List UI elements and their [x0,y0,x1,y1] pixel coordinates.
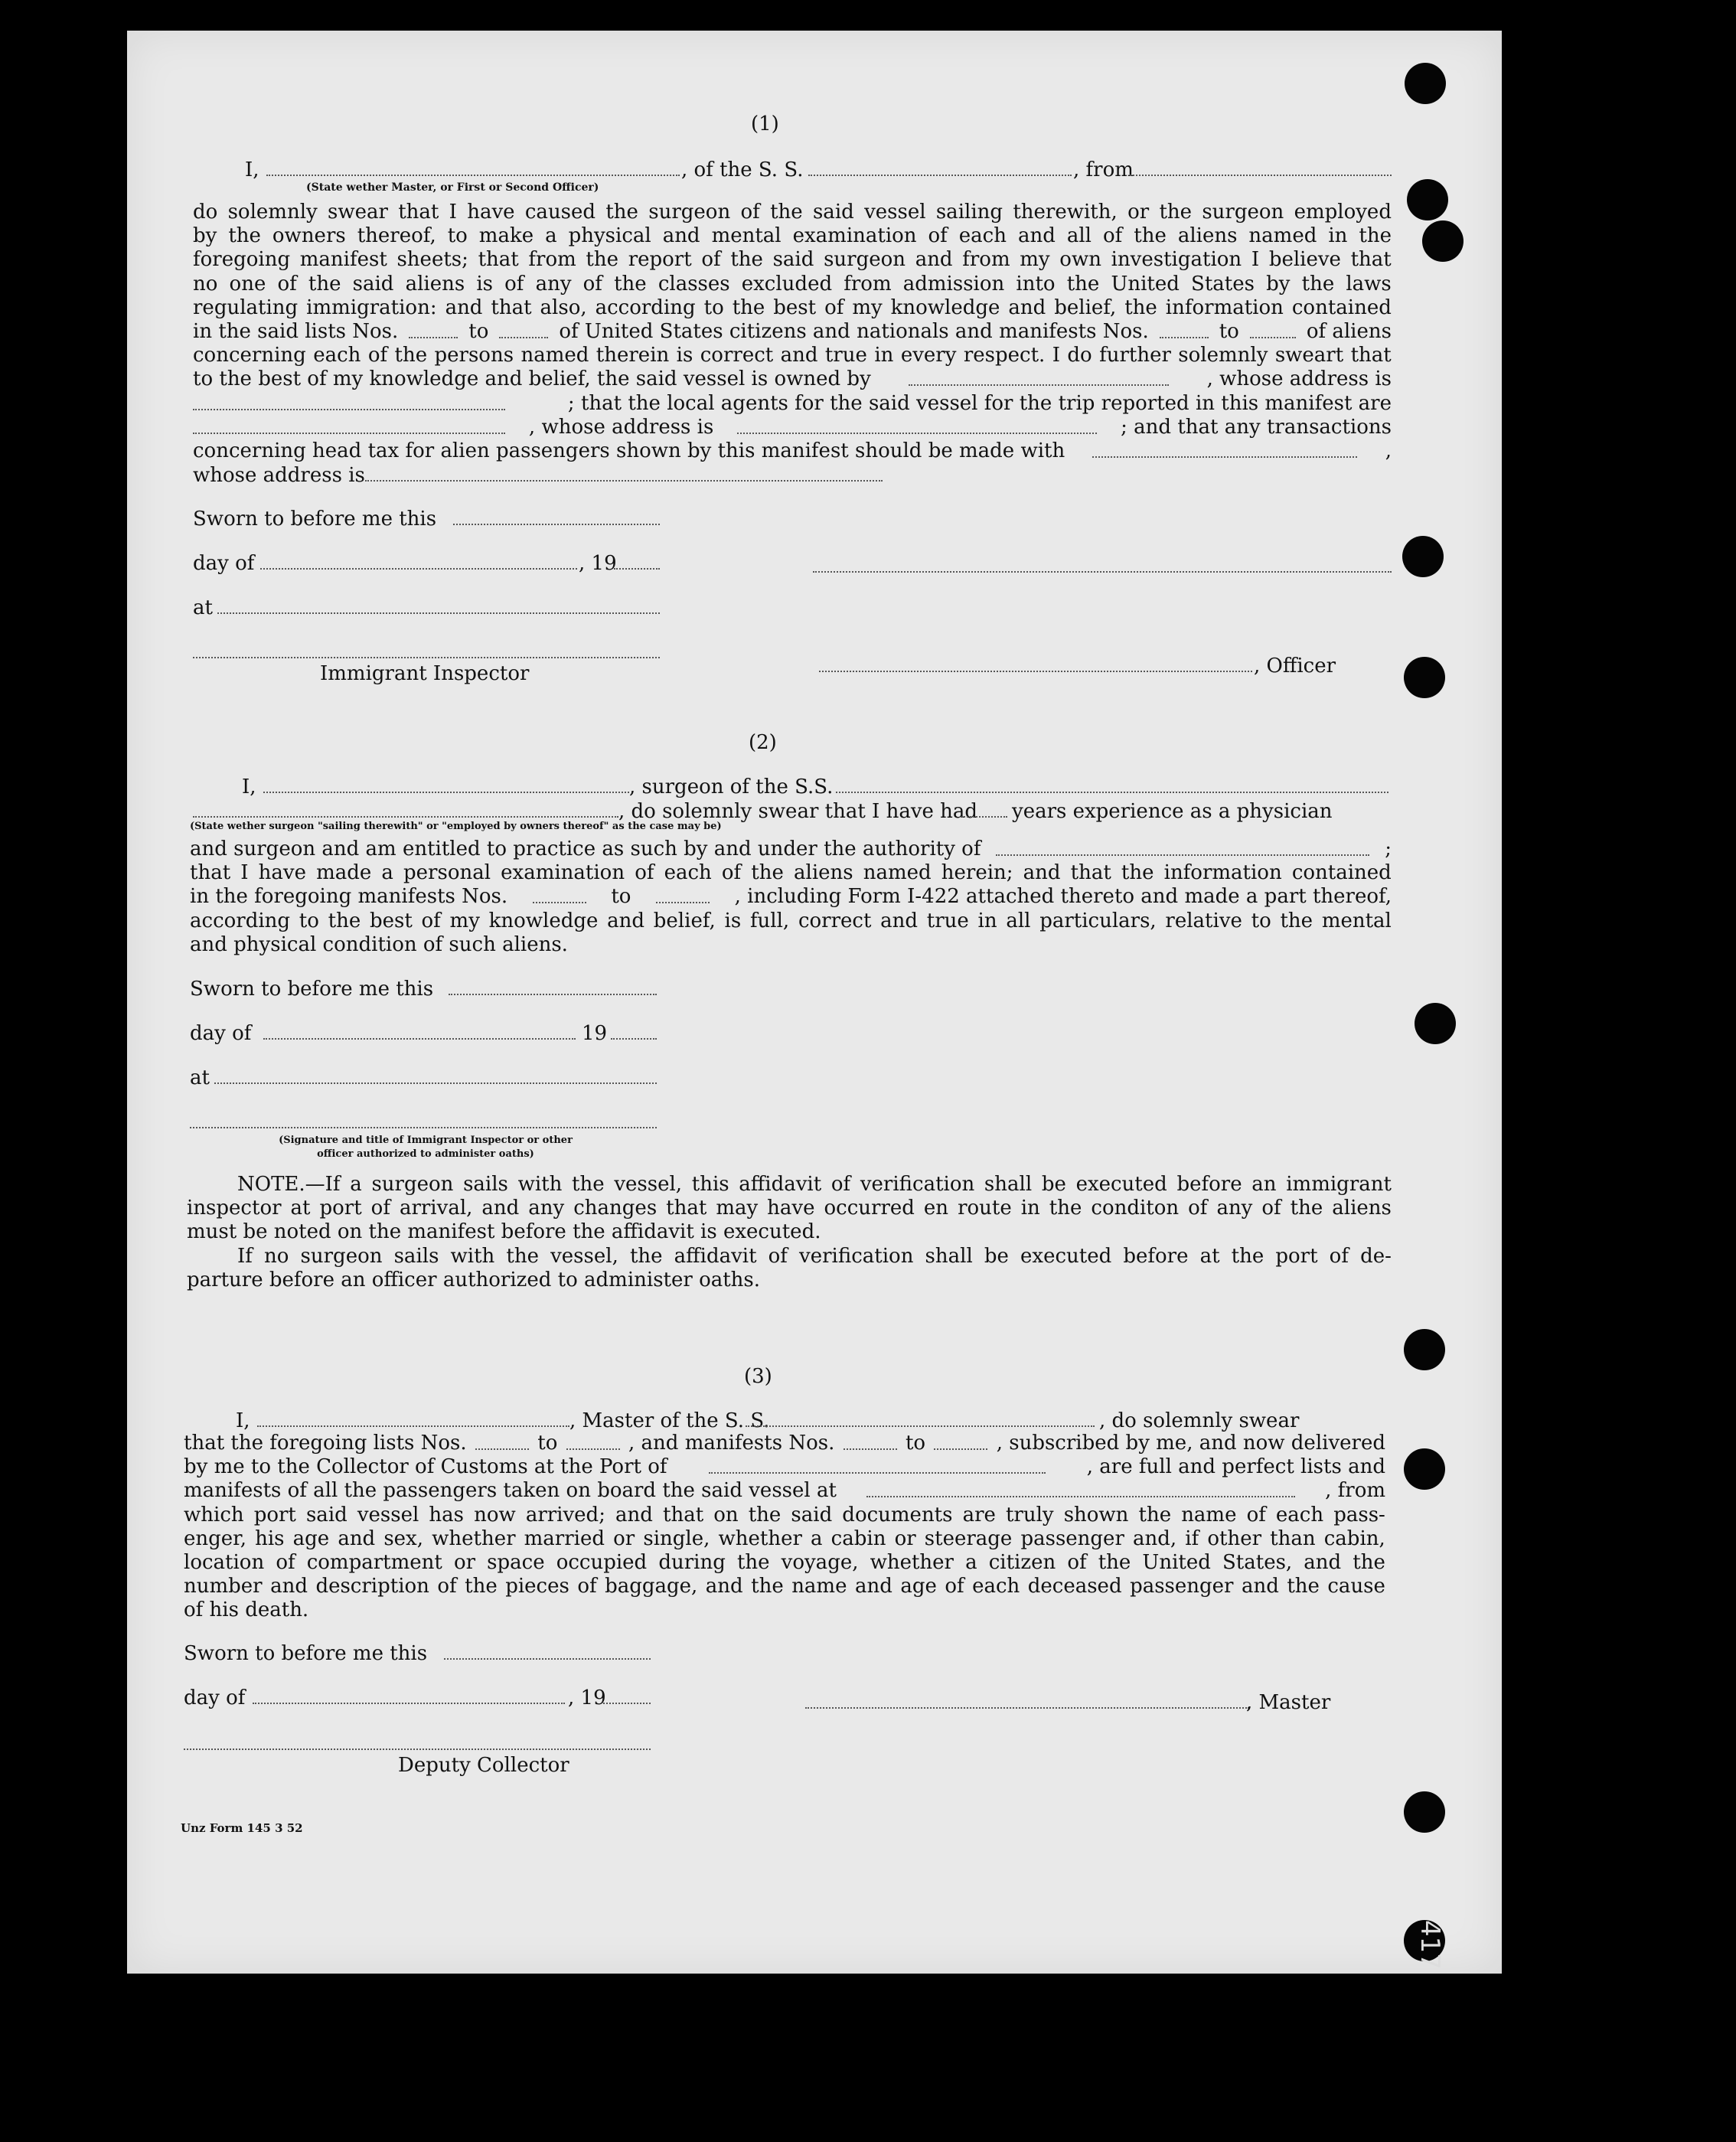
s3-line-3 [184,1455,1385,1479]
s3-l2d: to [905,1432,926,1455]
document-page [127,31,1502,1974]
section-1-number: (1) [751,113,779,136]
s3-ship-blank[interactable] [746,1425,1095,1427]
s3-l2a: that the foregoing lists Nos. [184,1432,467,1455]
binder-hole [1404,1329,1445,1370]
s3-line-2 [184,1432,1385,1455]
s1-l11b: , [1385,439,1392,463]
s1-l9: ; that the local agents for the said vessel for the trip reported in this manifest are [567,391,1392,415]
s2-sworn: Sworn to before me this [190,978,434,1001]
s2-line-7: and physical condition of such aliens. [190,932,568,956]
s3-manifest-from-blank[interactable] [844,1432,897,1450]
s1-of-ss: , of the S. S. [681,158,804,181]
s2-note-line-3: must be noted on the manifest before the affidavit is executed. [187,1220,821,1244]
binder-hole [1415,1003,1456,1044]
s1-line-8 [193,367,1392,391]
s3-body [184,1432,1385,1623]
s2-note-line-2: inspector at port of arrival, and any changes that may have occurred en route in the conditon of any of the aliens [187,1197,1392,1220]
s1-sworn-blank[interactable] [453,524,660,525]
s2-l3: and surgeon and am entitled to practice as such by and under the authority of [190,838,981,860]
s1-owner-address-blank[interactable] [193,392,505,410]
s2-line-4: that I have made a personal examination of each of the aliens named herein; and that the information contained [190,861,1392,885]
s1-l8b: , whose address is [1206,367,1392,391]
s1-inspector-line[interactable] [193,657,660,658]
s1-officer-note: (State wether Master, or First or Second Officer) [306,181,599,194]
s2-l5a: in the foregoing manifests Nos. [190,885,508,909]
s2-19: 19 [582,1022,608,1045]
s1-line-4: no one of the said aliens is of any of the classes excluded from admission into the United States by the laws [193,272,1392,296]
s1-officer-blank[interactable] [266,175,680,176]
s2-sworn-blank[interactable] [449,994,657,995]
s1-line-2: by the owners thereof, to make a physical and mental examination of each and all of the aliens named in the [193,224,1392,248]
s3-l3a: by me to the Collector of Customs at the Port of [184,1455,667,1479]
s2-authority-blank[interactable] [996,838,1369,856]
s1-line-11 [193,439,1392,463]
s1-l6a: in the said lists Nos. [193,320,399,344]
s3-swear: , do solemnly swear [1099,1409,1300,1432]
s3-sworn-blank[interactable] [444,1658,651,1660]
s1-day-blank[interactable] [260,568,577,570]
s2-body [190,838,1392,957]
s3-manifest-to-blank[interactable] [934,1432,987,1450]
s3-19: , 19 [568,1686,606,1709]
s2-surgeon-of: , surgeon of the S.S. [629,775,834,798]
s1-headtax-blank[interactable] [1092,439,1357,458]
s3-lists-to-blank[interactable] [566,1432,620,1450]
s1-line-7: concerning each of the persons named therein is correct and true in every respect. I do further solemnly sweart that [193,344,1392,367]
s1-sworn: Sworn to before me this [193,508,437,531]
s2-line-6: according to the best of my knowledge and belief, is full, correct and true in all particulars, relative to the mental [190,909,1392,932]
s2-sig-caption-2: officer authorized to administer oaths) [317,1148,534,1160]
s1-line-5: regulating immigration: and that also, according to the best of my knowledge and belief, the information contained [193,296,1392,319]
s2-l5b: to [611,885,631,909]
s1-l10b: ; and that any transactions [1121,415,1392,439]
s1-l6e: of aliens [1306,320,1392,344]
s1-line-6 [193,320,1392,344]
s3-line-7: location of compartment or space occupied during the voyage, whether a citizen of the United States, and the [184,1551,1385,1575]
s2-years-blank[interactable] [961,816,1007,818]
s1-agents-blank[interactable] [193,416,505,434]
s3-master-signature-line[interactable] [805,1707,1249,1709]
s2-note-line-1: NOTE.—If a surgeon sails with the vessel, this affidavit of verification shall be executed before an immigrant [237,1173,1392,1196]
s3-master-of: , Master of the S. S. [569,1409,770,1432]
s2-at: at [190,1066,210,1089]
binder-hole [1422,220,1464,262]
s1-officer-line[interactable] [819,671,1252,672]
s1-l6c: of United States citizens and nationals and manifests Nos. [559,320,1149,344]
binder-hole [1404,657,1445,698]
s1-l12: whose address is [193,464,365,488]
s2-manifest-from-blank[interactable] [533,885,586,903]
s2-l5c: , including Form I-422 attached thereto and made a part thereof, [734,885,1392,909]
s1-l8a: to the best of my knowledge and belief, the said vessel is owned by [193,367,871,391]
s1-manifest-to-blank[interactable] [1250,320,1296,338]
s2-note: (State wether surgeon "sailing therewith" or "employed by owners thereof" as the case may be) [190,821,722,832]
s1-l6b: to [468,320,489,344]
s3-line-9: of his death. [184,1598,309,1622]
s1-l6d: to [1219,320,1239,344]
s1-ship-blank[interactable] [808,175,1072,176]
s1-lists-to-blank[interactable] [499,320,548,338]
s3-line-6: enger, his age and sex, whether married or single, whether a cabin or steerage passenger and, if other than cabin, [184,1527,1385,1550]
s3-master-blank[interactable] [257,1425,569,1427]
s3-l2e: , subscribed by me, and now delivered [996,1432,1385,1455]
s3-l4b: , from [1325,1479,1385,1503]
s2-years: years experience as a physician [1012,800,1333,823]
s3-i: I, [236,1409,250,1432]
form-id: Unz Form 145 3 52 [181,1821,303,1835]
s3-deputy: Deputy Collector [398,1754,569,1777]
s1-line-10 [193,416,1392,439]
s1-l10a: , whose address is [528,415,714,439]
s2-i: I, [242,775,256,798]
s2-dayof: day of [190,1022,252,1045]
s3-line-8: number and description of the pieces of baggage, and the name and age of each deceased passenger and the cause [184,1575,1385,1598]
s1-officer: , Officer [1254,655,1336,678]
s2-manifest-to-blank[interactable] [656,885,710,903]
s2-note-line-5: parture before an officer authorized to administer oaths. [187,1268,761,1291]
s3-deputy-line[interactable] [184,1749,651,1750]
section-2-number: (2) [749,731,777,754]
s1-signature-line[interactable] [813,571,1392,573]
s1-l11: concerning head tax for alien passengers shown by this manifest should be made with [193,439,1065,463]
binder-hole [1404,1791,1445,1833]
s1-body [193,201,1392,488]
s3-master: , Master [1246,1691,1331,1714]
s2-surgeon-blank[interactable] [263,792,629,793]
binder-hole [1405,63,1446,104]
s1-at: at [193,596,213,619]
s3-l2c: , and manifests Nos. [628,1432,835,1455]
s2-line-3 [190,838,1392,861]
s3-sworn: Sworn to before me this [184,1642,428,1665]
corner-handwritten-mark: 417 [1415,1920,1445,1970]
s3-year-blank[interactable] [603,1703,651,1704]
s2-swear: , do solemnly swear that I have had [618,800,978,823]
s3-line-5: which port said vessel has now arrived; and that on the said documents are truly shown the name of each pass- [184,1503,1385,1527]
s2-at-blank[interactable] [214,1082,657,1084]
s1-inspector: Immigrant Inspector [320,662,530,685]
s2-note-line-4: If no surgeon sails with the vessel, the affidavit of verification shall be executed before at the port of de- [237,1244,1392,1268]
s1-line-1: do solemnly swear that I have caused the surgeon of the said vessel sailing therewith, or the surgeon employed [193,201,1392,224]
s2-line-5 [190,885,1392,909]
s1-i: I, [245,158,259,181]
s1-line-9 [193,392,1392,416]
s2-type-blank[interactable] [193,816,618,818]
s3-l2b: to [537,1432,558,1455]
s1-lists-from-blank[interactable] [409,320,458,338]
binder-hole [1404,1448,1445,1490]
s3-l4a: manifests of all the passengers taken on board the said vessel at [184,1479,837,1503]
s3-l3b: , are full and perfect lists and [1086,1455,1385,1479]
s3-port-blank[interactable] [709,1455,1046,1474]
s3-embark-port-blank[interactable] [866,1479,1295,1497]
s2-day-blank[interactable] [263,1038,576,1040]
s1-manifest-from-blank[interactable] [1160,320,1209,338]
s1-line-3: foregoing manifest sheets; that from the report of the said surgeon and from my own investigation I believe that [193,248,1392,272]
s2-year-blank[interactable] [611,1038,657,1040]
s1-headtax-address-blank[interactable] [365,463,883,482]
s2-sig-caption-1: (Signature and title of Immigrant Inspector or other [279,1135,573,1146]
s1-dayof: day of [193,552,255,575]
s3-lists-from-blank[interactable] [475,1432,529,1450]
binder-hole [1402,536,1444,577]
s2-l3b: ; [1385,838,1392,860]
s1-19: , 19 [579,552,617,575]
section-3-number: (3) [744,1365,772,1388]
binder-hole [1407,179,1448,220]
s1-year-blank[interactable] [614,568,660,570]
s1-line-12 [193,463,1392,488]
s1-agents-address-blank[interactable] [737,416,1097,434]
s1-owner-blank[interactable] [909,367,1169,386]
s3-dayof: day of [184,1686,246,1709]
s3-day-blank[interactable] [253,1703,565,1704]
s2-note-block [187,1173,1392,1292]
s1-from-blank[interactable] [1130,175,1392,176]
s2-ship-blank[interactable] [836,792,1388,793]
s3-line-4 [184,1479,1385,1503]
s1-from: , from [1073,158,1134,181]
s1-at-blank[interactable] [217,612,660,614]
s2-signature-line[interactable] [190,1127,657,1128]
